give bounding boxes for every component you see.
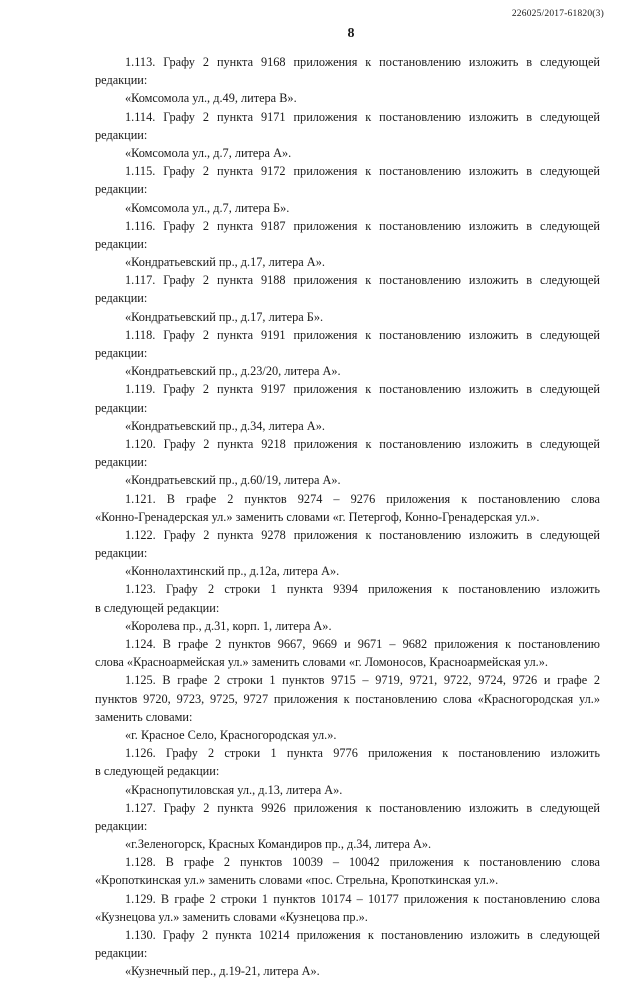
amendment-text-continued: редакции: [95, 182, 148, 197]
amendment-item [95, 490, 600, 526]
amendment-text: 1.127. Графу 2 пункта 9926 приложения к постановлению изложить в следующей [125, 800, 600, 815]
amendment-text: 1.129. В графе 2 строки 1 пунктов 10174 – 10177 приложения к постановлению слова [125, 891, 600, 906]
amendment-text: 1.130. Графу 2 пункта 10214 приложения к постановлению изложить в следующей [125, 928, 600, 942]
amendment-text-continued: редакции: [95, 546, 148, 561]
amendment-text-continued: «Кузнецова ул.» заменить словами «Кузнецова пр.». [95, 909, 368, 924]
new-wording-quote: «Кондратьевский пр., д.17, литера А». [125, 255, 325, 270]
amendment-text-continued: редакции: [95, 946, 148, 961]
amendment-text: 1.115. Графу 2 пункта 9172 приложения к постановлению изложить в следующей [125, 164, 600, 179]
amendment-text-continued: «Конно-Гренадерская ул.» заменить словами «г. Петергоф, Конно-Гренадерская ул.». [95, 509, 540, 524]
new-wording-quote: «Комсомола ул., д.7, литера А». [125, 145, 292, 160]
new-wording-quote: «Коннолахтинский пр., д.12а, литера А». [125, 564, 340, 579]
new-wording-quote: «Королева пр., д.31, корп. 1, литера А». [125, 618, 332, 633]
amendment-item [95, 53, 600, 108]
amendment-text-continued: слова «Красноармейская ул.» заменить словами «г. Ломоносов, Красноармейская ул.». [95, 655, 548, 670]
amendment-text: 1.128. В графе 2 пунктов 10039 – 10042 приложения к постановлению слова [125, 855, 600, 870]
amendment-text: 1.113. Графу 2 пункта 9168 приложения к постановлению изложить в следующей [125, 55, 600, 69]
amendment-text-continued: редакции: [95, 400, 148, 415]
amendment-text-continued: «Кропоткинская ул.» заменить словами «пос. Стрельна, Кропоткинская ул.». [95, 873, 499, 888]
amendment-item [95, 799, 600, 854]
amendment-text-continued: редакции: [95, 818, 148, 833]
amendment-text-continued: редакции: [95, 73, 148, 88]
amendment-text: 1.117. Графу 2 пункта 9188 приложения к постановлению изложить в следующей [125, 273, 600, 288]
new-wording-quote: «Кондратьевский пр., д.60/19, литера А». [125, 473, 341, 488]
new-wording-quote: «Комсомола ул., д.7, литера Б». [125, 200, 290, 215]
amendment-item [95, 217, 600, 272]
page-number: 8 [347, 26, 355, 41]
amendment-text: 1.126. Графу 2 строки 1 пункта 9776 приложения к постановлению изложить [125, 746, 600, 761]
amendment-text: 1.118. Графу 2 пункта 9191 приложения к постановлению изложить в следующей [125, 327, 600, 342]
amendment-text: 1.122. Графу 2 пункта 9278 приложения к постановлению изложить в следующей [125, 527, 600, 542]
amendment-text: 1.119. Графу 2 пункта 9197 приложения к постановлению изложить в следующей [125, 382, 600, 397]
new-wording-quote: «г.Зеленогорск, Красных Командиров пр., д.34, литера А». [125, 837, 432, 852]
new-wording-quote: «Кондратьевский пр., д.34, литера А». [125, 418, 325, 433]
amendment-text-continued: редакции: [95, 127, 148, 142]
amendment-item [95, 890, 600, 926]
new-wording-quote: «Кондратьевский пр., д.23/20, литера А». [125, 364, 341, 379]
amendment-text: 1.123. Графу 2 строки 1 пункта 9394 приложения к постановлению изложить [125, 582, 600, 597]
amendment-text-continued: пунктов 9720, 9723, 9725, 9727 приложения к постановлению слова «Красногородская ул.» [95, 691, 600, 706]
amendment-item [95, 526, 600, 581]
amendment-text: 1.125. В графе 2 строки 1 пунктов 9715 – 9719, 9721, 9722, 9724, 9726 и графе 2 [125, 673, 600, 688]
amendment-text-continued: редакции: [95, 291, 148, 306]
amendment-text-continued: заменить словами: [95, 709, 193, 724]
amendment-item [95, 435, 600, 490]
amendment-text: 1.121. В графе 2 пунктов 9274 – 9276 приложения к постановлению слова [125, 491, 600, 506]
amendment-item [95, 671, 600, 744]
document-code: 226025/2017-61820(3) [511, 9, 604, 19]
amendment-item [95, 926, 600, 981]
amendment-text: 1.114. Графу 2 пункта 9171 приложения к постановлению изложить в следующей [125, 109, 600, 124]
amendment-text: 1.124. В графе 2 пунктов 9667, 9669 и 9671 – 9682 приложения к постановлению [125, 637, 600, 651]
amendment-text-continued: в следующей редакции: [95, 600, 220, 615]
new-wording-quote: «г. Красное Село, Красногородская ул.». [125, 727, 337, 742]
amendment-item [95, 326, 600, 381]
amendment-text: 1.116. Графу 2 пункта 9187 приложения к постановлению изложить в следующей [125, 218, 600, 233]
amendment-item [95, 108, 600, 163]
amendment-item [95, 580, 600, 635]
amendment-item [95, 271, 600, 326]
new-wording-quote: «Кондратьевский пр., д.17, литера Б». [125, 309, 324, 324]
amendment-text-continued: редакции: [95, 236, 148, 251]
amendment-item [95, 635, 600, 671]
amendment-text-continued: в следующей редакции: [95, 764, 220, 779]
amendment-text-continued: редакции: [95, 455, 148, 470]
new-wording-quote: «Кузнечный пер., д.19-21, литера А». [125, 964, 320, 979]
amendment-text-continued: редакции: [95, 346, 148, 360]
amendment-item [95, 853, 600, 889]
document-body [95, 53, 600, 981]
new-wording-quote: «Краснопутиловская ул., д.13, литера А». [125, 782, 343, 797]
new-wording-quote: «Комсомола ул., д.49, литера В». [125, 91, 297, 106]
amendment-text: 1.120. Графу 2 пункта 9218 приложения к постановлению изложить в следующей [125, 436, 600, 451]
amendment-item [95, 380, 600, 435]
amendment-item [95, 744, 600, 799]
amendment-item [95, 162, 600, 217]
